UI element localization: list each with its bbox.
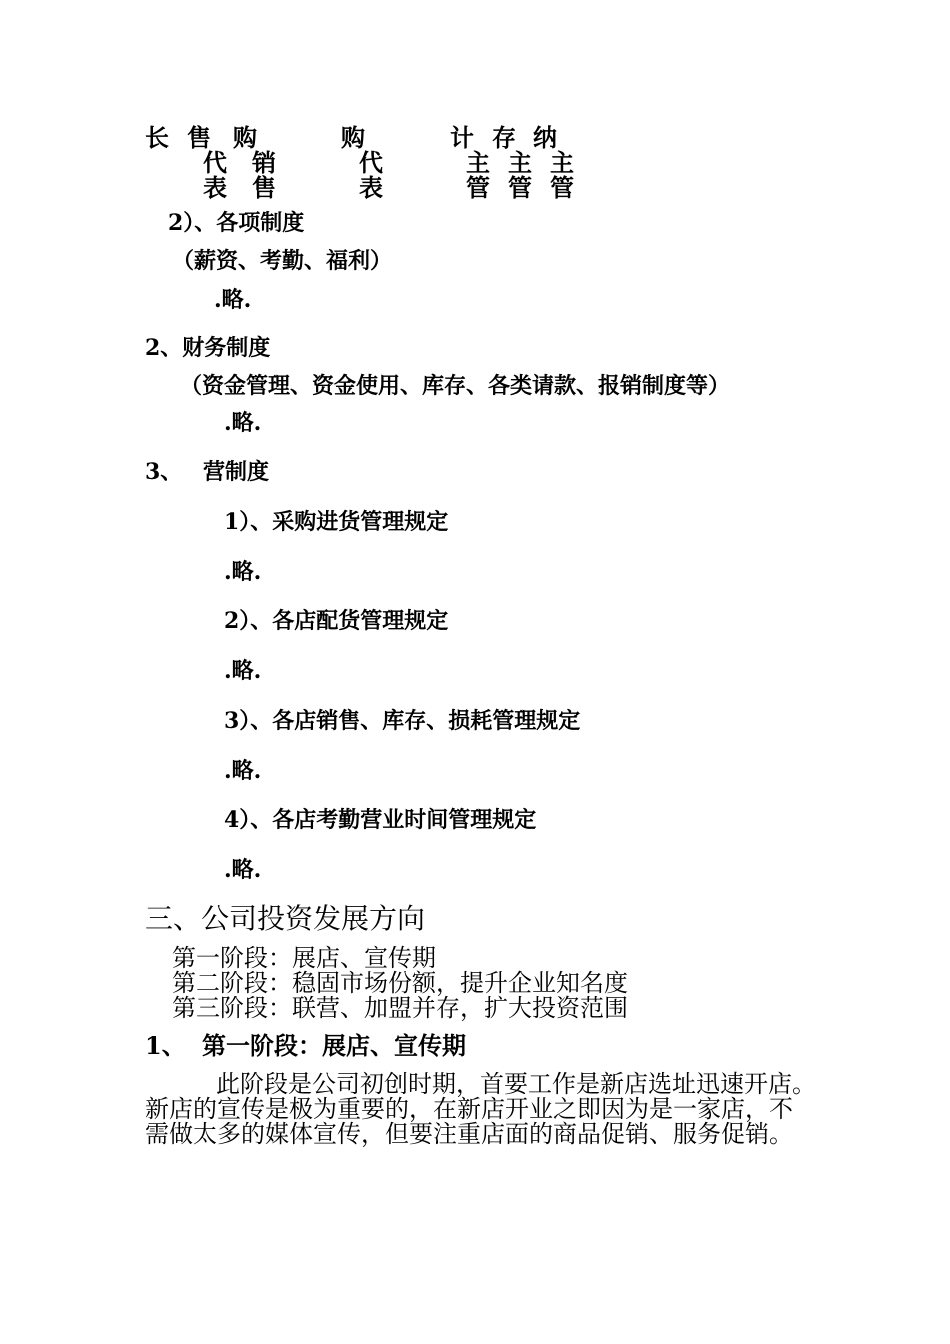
org-cell: 表	[203, 173, 227, 202]
org-cell: 售	[187, 123, 211, 152]
omitted-text: .略.	[224, 857, 262, 883]
list-item: 1）、采购进货管理规定	[224, 509, 449, 535]
org-cell: 代	[203, 148, 227, 177]
phase-line: 第一阶段：展店、宣传期	[172, 944, 436, 972]
list-item: 4）、各店考勤营业时间管理规定	[224, 807, 537, 833]
omitted-text: .略.	[224, 559, 262, 585]
omitted-text: .略.	[214, 287, 252, 313]
omitted-text: .略.	[224, 658, 262, 684]
org-cell: 购	[341, 123, 365, 152]
section-heading: 2、财务制度	[145, 335, 271, 361]
paragraph-line: 需做太多的媒体宣传，但要注重店面的商品促销、服务促销。	[145, 1120, 793, 1148]
org-cell: 售	[252, 173, 276, 202]
org-cell: 销	[252, 148, 276, 177]
omitted-text: .略.	[224, 758, 262, 784]
org-cell: 表	[359, 173, 383, 202]
org-cell: 代	[359, 148, 383, 177]
section-heading: 营制度	[203, 459, 270, 485]
org-cell: 计	[450, 123, 474, 152]
list-item: 2）、各店配货管理规定	[224, 608, 449, 634]
org-cell: 购	[233, 123, 257, 152]
phase-line: 第二阶段：稳固市场份额，提升企业知名度	[172, 969, 628, 997]
phase-line: 第三阶段：联营、加盟并存，扩大投资范围	[172, 994, 628, 1022]
paragraph-line: 此阶段是公司初创时期，首要工作是新店选址迅速开店。	[216, 1070, 816, 1098]
item-scope: （薪资、考勤、福利）	[172, 248, 393, 274]
item-heading: 2）、各项制度	[168, 210, 305, 236]
list-item: 3）、各店销售、库存、损耗管理规定	[224, 708, 581, 734]
org-cell: 管	[508, 173, 532, 202]
paragraph-line: 新店的宣传是极为重要的，在新店开业之即因为是一家店，不	[145, 1095, 793, 1123]
subsection-number: 1、	[145, 1031, 186, 1060]
org-cell: 主	[550, 148, 574, 177]
omitted-text: .略.	[224, 410, 262, 436]
subsection-heading: 第一阶段：展店、宣传期	[202, 1031, 466, 1060]
org-cell: 纳	[533, 123, 557, 152]
org-cell: 主	[466, 148, 490, 177]
org-cell: 长	[145, 123, 169, 152]
org-cell: 管	[550, 173, 574, 202]
section-number: 3、	[145, 459, 183, 485]
section-scope: （资金管理、资金使用、库存、各类请款、报销制度等）	[180, 373, 731, 399]
org-cell: 主	[508, 148, 532, 177]
org-cell: 存	[492, 123, 516, 152]
chapter-title: 三、公司投资发展方向	[145, 902, 426, 935]
org-cell: 管	[466, 173, 490, 202]
